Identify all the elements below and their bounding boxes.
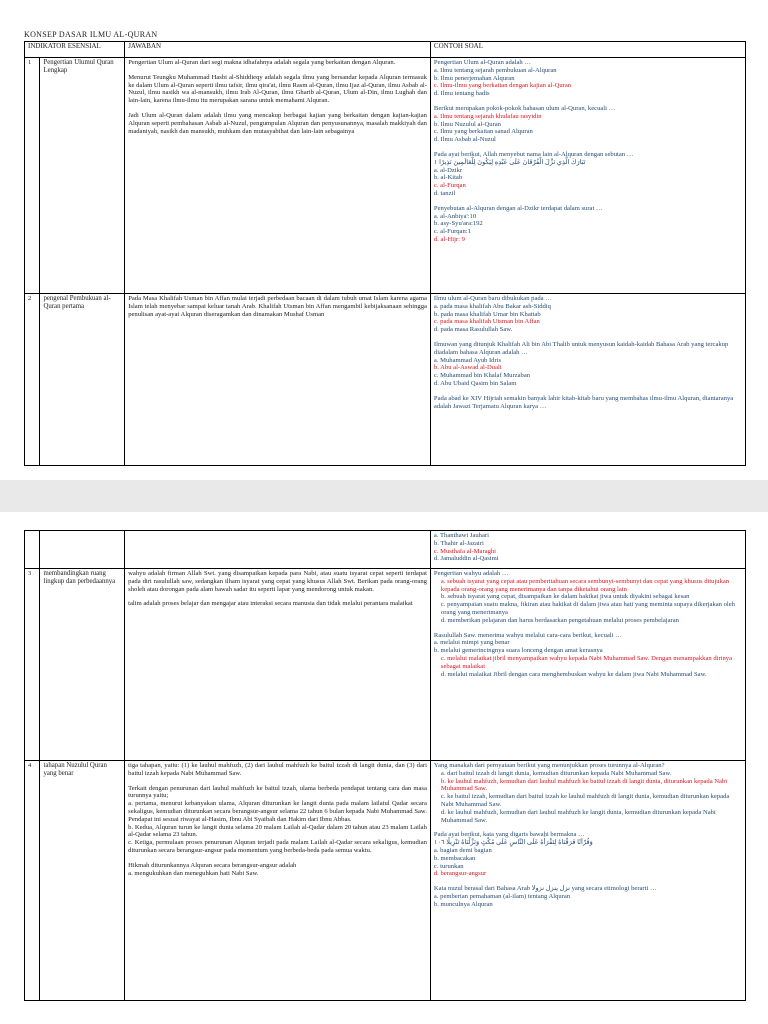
spacer: [434, 144, 742, 151]
soal-line: c. al-Furqan: [433, 182, 466, 190]
soal-line: d. melalui malaikat Jibril dengan cara menghembuskan wahyu ke dalam jiwa Nabi Muhammad Saw.: [440, 670, 707, 678]
jawaban-paragraph: c. Ketiga, permulaan proses penurunan Alquran terjadi pada malam Lailah al-Qadar secara sekaligus, kemudian diturunkan secara berangsur-angsur pada momentum yang berbeda-beda pada semua waktu.: [128, 839, 427, 854]
jawaban-cell: [125, 58, 431, 294]
jawaban-paragraph: Jadi Ulum al-Quran dalam adalah ilmu yang mencakup berbagai kajian yang berkaitan dengan kajian-kajian Alquran seperti pembahasan Asbab al-Nuzul, pengumpulan Alquran dan penyusunannya, masalah makkiyah dan madaniyah, nasikh dan mansukh, muhkam dan mutasyabihat dan lain-lain sebagainya: [128, 111, 427, 135]
jawaban-paragraph: Menurut Teungku Muhammad Hasbi al-Shiddieqy adalah segala ilmu yang bersandar kepada Alquran termasuk ke dalam Ulum al-Quran seperti ilmu tafsir, ilmu qira'at, ilmu Rasm al-Quran, ilmu Ijaz al-Quran, ilmu Asbab al-Nuzul, ilmu nasikh wa al-mansukh, ilmu Irab Al-Quran, ilmu Gharib al-Quran, Ulum al-Din, ilmu Lughah dan lain-lain, karena ilmu-ilmu itu merupakan sarana untuk memahami Alquran.: [128, 73, 427, 105]
soal-line: Pengertian Ulum al-Quran adalah …: [433, 59, 531, 66]
soal-line: b. Abu al-Aswad al-Duali: [433, 364, 502, 372]
soal-line: b. asy-Syu'ara:192: [433, 220, 483, 228]
page-1: [0, 0, 768, 480]
indikator-cell: pengenal Pembukuan al-Quran pertama: [40, 294, 125, 466]
jawaban-paragraph: Terkait dengan penurunan dari lauhul mahfuzh ke baitul izzah, ulama berbeda pendapat tentang cara dan masa turunnya yaitu;: [128, 784, 427, 800]
table-row: [25, 58, 746, 294]
soal-line: c. Ilmu yang berkaitan sanad Alquran: [433, 128, 533, 136]
soal-line: b. Thahir al-Jazairi: [433, 539, 484, 547]
soal-line: b. ke lauhul mahfuzh, kemudian dari lauhul mahfuzh ke baitul izzah di langit dunia, diturunkan kepada Nabi Muhammad Saw.: [440, 777, 728, 793]
header-jawaban: JAWABAN: [125, 42, 431, 58]
jawaban-paragraph: Pengertian Ulum al-Quran dari segi makna idhafahnya adalah segala yang berkaitan dengan Alquran.: [128, 59, 396, 66]
soal-line: وَقُرْآنًا فَرَقْنَاهُ لِتَقْرَأَهُ عَلَى النَّاسِ عَلَى مُكْثٍ وَنَزَّلْنَاهُ تَنْزِيلًا ١٠٦: [433, 839, 593, 847]
soal-line: b. Ilmu Nuzulul al-Quran: [433, 120, 501, 128]
indikator-cell: tahapan Nuzulul Quran yang benar: [40, 761, 125, 1001]
page-2: [0, 512, 768, 1024]
soal-line: a. al-Anbiya':10: [433, 212, 477, 220]
table-header-row: [25, 42, 746, 58]
contoh-soal-cell: [430, 294, 745, 466]
row-number: 4: [25, 761, 40, 1001]
jawaban-paragraph: tiga tahapan, yaitu: (1) ke lauhul mahfuzh, (2) dari lauhul mahfuzh ke baitul izzah di langit dunia, dan (3) dari baitul izzah kepada Nabi Muhammad Saw.: [128, 762, 427, 777]
soal-line: d. tanzil: [433, 189, 456, 197]
soal-line: Pada ayat berikut, Allah menyebut nama lain al-Alquran dengan sebutan …: [433, 150, 634, 158]
row-number: 1: [25, 58, 40, 294]
soal-line: b. pada masa khalifah Umar bin Khattab: [433, 310, 541, 318]
soal-line: d. berangsur-angsur: [433, 870, 487, 878]
soal-line: a. melalui mimpi yang benar: [433, 639, 510, 647]
soal-line: a. pemberian pemahaman (al-ilam) tentang Alquran: [433, 892, 571, 900]
soal-line: b. membacakan: [433, 854, 476, 862]
jawaban-cell: [125, 569, 431, 761]
soal-line: Berikut merupakan pokok-pokok bahasan ulum al-Quran, kecuali …: [433, 104, 616, 112]
soal-line: c. turunkan: [433, 862, 464, 870]
indikator-cell: membandingkan ruang lingkup dan perbedaannya: [40, 569, 125, 761]
soal-line: c. pada masa khalifah Utsman bin Affan: [433, 318, 540, 326]
jawaban-paragraph: wahyu adalah firman Allah Swt. yang disampaikan kepada para Nabi, atau suatu isyarat cepat seperti terdapat pada diri rasulullah saw, sedangkan ilham isyarat yang cepat yang khusus Allah Swt. Berikan pada orang-orang sholeh atau dorongan pada alam bawah sadar itu seperti lapar yang mendorong untuk makan.: [128, 570, 427, 593]
jawaban-paragraph: Pada Masa Khalifah Usman bin Affan mulai terjadi perbedaan bacaan di dalam tubuh umat Islam karena agama Islam telah menyebar sampai keluar tanah Arab. Khalifah Utsman bin Affan mengambil kebijaksanaan sehingga penulisan ayat-ayat Alquran diseragamkan dan dinamakan Mushaf Usman: [128, 295, 427, 318]
jawaban-paragraph: Hikmah diturunkannya Alquran secara berangsur-angsur adalah: [128, 861, 297, 869]
row-number: 3: [25, 569, 40, 761]
spacer: [434, 625, 742, 632]
header-contoh-soal: CONTOH SOAL: [430, 42, 745, 58]
jawaban-paragraph: talim adalah proses belajar dan mengajar atau interaksi secara manusia dan tidak melalui perantara malaikat: [128, 600, 413, 608]
soal-line: c. Musthafa al-Maraghi: [433, 547, 496, 555]
soal-line: c. Ilmu-ilmu yang berkaitan dengan kajian al-Quran: [433, 82, 572, 90]
soal-line: b. Ilmu penerjemahan Alquran: [433, 74, 515, 82]
contoh-soal-cell: [430, 569, 745, 761]
table-row: [25, 294, 746, 466]
soal-line: Pada abad ke XIV Hijriah semakin banyak lahir kitab-kitab baru yang membahas ilmu-ilmu Alquran, diantaranya adalah Jawazi Terjamatu Alquran karya …: [433, 394, 734, 410]
soal-line: Kata nuzul berasal dari Bahasa Arab نزل ينزل نزولا yang secara etimologi berarti …: [433, 885, 657, 893]
soal-line: b. munculnya Alquran: [433, 900, 493, 908]
document-title: KONSEP DASAR ILMU AL-QURAN: [24, 30, 158, 39]
spacer: [434, 98, 742, 105]
soal-line: a. Ilmu tentang sejarah pembukuan al-Alquran: [433, 66, 557, 74]
kisi-table-page-2: [24, 530, 746, 1001]
soal-line: Yang manakah dari pernyataan berikut yang menunjukkan proses turunnya al-Alquran?: [433, 762, 665, 769]
soal-line: Rasulullah Saw. menerima wahyu melalui cara-cara berikut, kecuali …: [433, 631, 622, 639]
contoh-soal-continued: [430, 531, 745, 569]
soal-line: a. Muhammad Ayub Idris: [433, 356, 502, 364]
spacer: [434, 388, 742, 395]
soal-line: b. al-Kitab: [433, 174, 463, 182]
soal-line: d. Jamaluddin al-Qasimi: [433, 555, 499, 563]
soal-line: d. Ilmu tentang hadis: [433, 90, 490, 98]
header-indikator: INDIKATOR ESENSIAL: [25, 42, 125, 58]
soal-line: a. bagian demi bagian: [433, 846, 492, 854]
soal-line: d. al-Hijr: 9: [433, 235, 465, 243]
soal-line: a. Thanthawi Jauhari: [433, 532, 489, 539]
jawaban-cell: [125, 761, 431, 1001]
spacer: [434, 824, 742, 831]
soal-line: a. al-Dzikr: [433, 166, 463, 174]
soal-line: Ilmuwan yang ditunjuk Khalifah Ali bin Abi Thalib untuk menyusun kaidah-kaidah Bahasa Arab yang tercakup diadalam bahasa Alquran adalah …: [433, 340, 729, 356]
soal-line: Ilmu ulum al-Quran baru dibukukan pada …: [433, 295, 552, 302]
soal-line: b. melalui gemerincingnya suara lonceng dengan amat kerasnya: [433, 647, 603, 655]
soal-line: a. sebuah isyarat yang cepat atau pemberitahuan secara sembunyi-sembunyi dan cepat yang khusus ditujukan kepada orang-orang yang menerimanya dan tanpa diketahui orang lain: [440, 577, 730, 593]
continuation-row: [25, 531, 746, 569]
soal-line: d. memberikan pelajaran dan harus berdasarkan pengetahuan melalui proses pembelajaran: [440, 616, 679, 624]
soal-line: b. sebuah isyarat yang cepat, disampaikan ke dalam hakikat jiwa untuk diyakini sebagai kesan: [440, 593, 690, 601]
soal-line: Pada ayat berikut, kata yang digaris bawahi bermakna …: [433, 831, 585, 839]
soal-line: c. al-Furqan:1: [433, 228, 471, 236]
kisi-table-page-1: [24, 41, 746, 466]
table-row: [25, 761, 746, 1001]
table-row: [25, 569, 746, 761]
soal-line: c. penyampaian suatu makna, fikiran atau hakikat di dalam jiwa atau hati yang meminta supaya dikerjakan oleh orang yang menerimanya: [440, 601, 735, 616]
soal-line: a. dari baitul izzah di langit dunia, kemudian diturunkan kepada Nabi Muhammad Saw.: [440, 769, 672, 777]
soal-line: d. pada masa Rasulullah Saw.: [433, 326, 513, 334]
soal-line: Pengertian wahyu adalah …: [433, 570, 509, 577]
contoh-soal-cell: [430, 58, 745, 294]
soal-line: c. ke baitul izzah, kemudian dari baitul izzah ke lauhul mahfuzh di langit dunia, kemudian diturunkan kepada Nabi Muhammad Saw.: [440, 793, 730, 808]
soal-line: c. Muhammad bin Khalaf Murzaban: [433, 372, 531, 380]
row-number: 2: [25, 294, 40, 466]
soal-line: a. Ilmu tentang sejarah khulafau rasyidin: [433, 112, 542, 120]
jawaban-paragraph: a. pertama, menurut kebanyakan ulama, Alquran diturunkan ke langit dunia pada malam lailatul Qadar secara sekaligus, kemudian diturunkan secara berangsur-angsur selama 22 tahun 6 bulan kepada Nabi Muhammad Saw. Pendapat ini sesuai riwayat al-Hasim, Ibnu Abi Syaibah dan Hakim dari Ibnu Abbas.: [128, 800, 427, 823]
soal-line: Penyebutan al-Alquran dengan al-Dzikr terdapat dalam surat …: [433, 204, 603, 212]
soal-line: c. melalui malaikat jibril menyampaikan wahyu kepada Nabi Muhammad Saw. Dengan menampakkan dirinya sebagai malaikat: [440, 654, 732, 670]
soal-line: a. pada masa khalifah Abu Bakar ash-Siddiq: [433, 302, 551, 310]
soal-line: تَبَارَكَ الَّذِي نَزَّلَ الْفُرْقَانَ عَلَى عَبْدِهِ لِيَكُونَ لِلْعَالَمِينَ نَذِيرًا ١: [433, 158, 586, 166]
jawaban-paragraph: a. mengukuhkan dan meneguhkan hati Nabi Saw.: [128, 869, 259, 877]
soal-line: d. Ilmu Asbab al-Nuzul: [433, 136, 496, 144]
jawaban-paragraph: b. Kedua, Alquran turun ke langit dunia selama 20 malam Lailah al-Qadar dalam 20 tahun atau 23 malam Lailah al-Qadar selama 23 tahun.: [128, 823, 427, 839]
contoh-soal-cell: [430, 761, 745, 1001]
spacer: [434, 334, 742, 341]
indikator-cell: Pengertian Ulumul Quran Lengkap: [40, 58, 125, 294]
soal-line: d. ke lauhul mahfuzh, kemudian dari lauhul mahfuzh ke langit dunia, kemudian diturunkan kepada Nabi Muhammad Saw.: [440, 808, 716, 824]
soal-line: d. Abu Ubaid Qasim bin Salam: [433, 379, 517, 387]
jawaban-cell: [125, 294, 431, 466]
spacer: [434, 198, 742, 205]
